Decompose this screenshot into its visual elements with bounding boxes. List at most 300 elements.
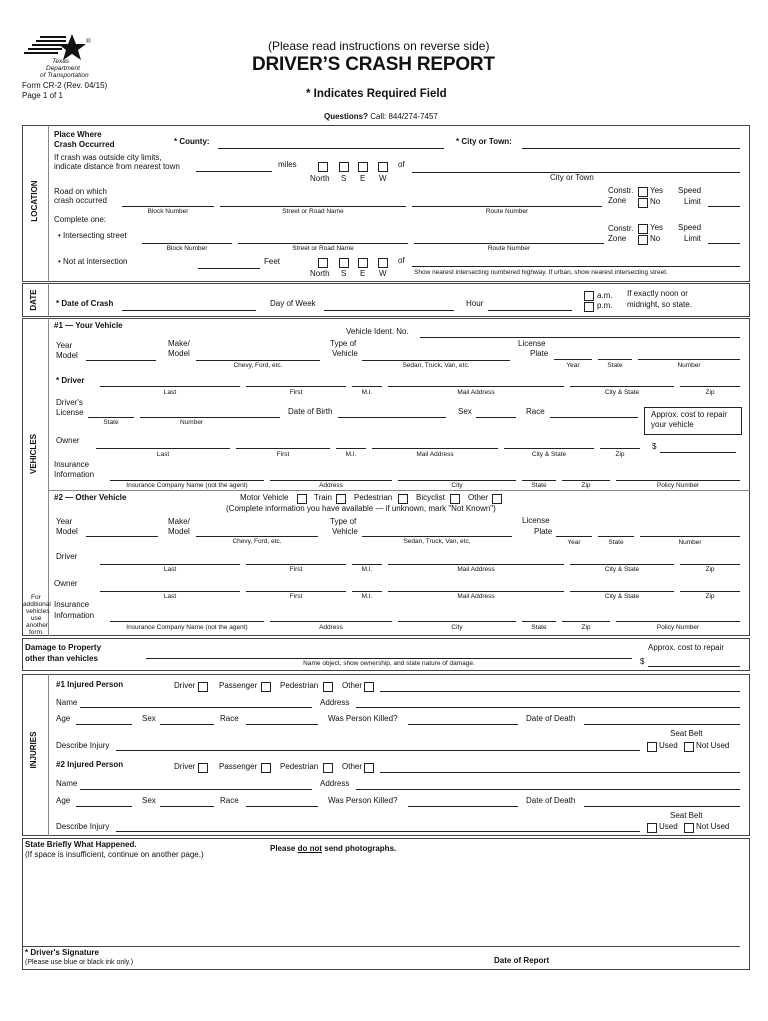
pedestrian-checkbox[interactable] — [398, 494, 408, 504]
county-label: * County: — [174, 137, 210, 146]
hour-input[interactable] — [488, 310, 572, 311]
v2-owner-mi-caption: M.I. — [361, 593, 373, 600]
inj2-name-label: Name — [56, 779, 78, 788]
inj2-describe-input[interactable] — [116, 831, 640, 832]
narrative-sub: (If space is insufficient, continue on another page.) — [25, 850, 204, 859]
road-block-input[interactable] — [122, 206, 214, 207]
feet-west-checkbox[interactable] — [378, 258, 388, 268]
v1-ins-city-caption: City — [451, 482, 463, 489]
outside-limits-1: If crash was outside city limits, — [54, 153, 162, 162]
v1-owner-mail-caption: Mail Address — [416, 451, 454, 458]
instruction-note: (Please read instructions on reverse side) — [268, 39, 490, 53]
v1-make-label: Make/ — [168, 339, 190, 348]
v2-year-input[interactable] — [86, 536, 158, 537]
hour-label: Hour — [466, 299, 484, 308]
required-note: * Indicates Required Field — [306, 88, 447, 100]
int-route-input[interactable] — [414, 243, 604, 244]
v2-driver-mi-input[interactable] — [352, 564, 382, 565]
v2-ins-address-caption: Address — [319, 624, 343, 631]
int-block-caption: Block Number — [166, 245, 208, 252]
v1-driver-first-caption: First — [289, 389, 303, 396]
v1-race-label: Race — [526, 407, 545, 416]
v2-owner-citystate-input[interactable] — [570, 591, 674, 592]
injuries-side-label: INJURIES — [29, 731, 38, 769]
v1-vehicle-label: Vehicle — [332, 349, 358, 358]
inj2-not-used-label: Not Used — [696, 822, 730, 831]
v2-type-caption: Sedan, Truck, Van, etc. — [403, 538, 471, 545]
v2-ins-policy-caption: Policy Number — [656, 624, 700, 631]
location-divider — [48, 125, 49, 282]
additional-note-3: vehicles — [26, 608, 50, 615]
injuries-divider — [48, 674, 49, 836]
other-vehicle-label: Other — [468, 493, 489, 502]
v1-plate-number-caption: Number — [677, 362, 701, 369]
inj2-age-input[interactable] — [76, 806, 132, 807]
int-constr-label: Constr. — [608, 224, 634, 233]
v1-sex-label: Sex — [458, 407, 472, 416]
v1-plate-state-input[interactable] — [598, 359, 632, 360]
injured2-heading: #2 Injured Person — [56, 760, 124, 769]
road-label-1: Road on which — [54, 187, 107, 196]
v1-driver-last-input[interactable] — [100, 386, 240, 387]
page-count: Page 1 of 1 — [22, 91, 63, 100]
v2-vehicle-label: Vehicle — [332, 527, 358, 536]
v2-ins-company-input[interactable] — [110, 621, 264, 622]
v2-driver-mi-caption: M.I. — [361, 566, 373, 573]
v1-driver-citystate-caption: City & State — [604, 389, 640, 396]
v2-plate-year-input[interactable] — [556, 536, 592, 537]
inj1-address-input[interactable] — [356, 707, 740, 708]
road-route-caption: Route Number — [485, 208, 529, 215]
bicyclist-label: Bicyclist — [416, 493, 445, 502]
inj1-other-input[interactable] — [380, 691, 740, 692]
v2-owner-citystate-caption: City & State — [604, 593, 640, 600]
inj1-death-input[interactable] — [584, 724, 740, 725]
inj1-pedestrian-checkbox[interactable] — [323, 682, 333, 692]
photos-pre: Please — [270, 844, 298, 853]
road-speed-input[interactable] — [708, 206, 740, 207]
date-side-label: DATE — [29, 289, 38, 311]
v2-license-label: License — [522, 516, 550, 525]
v1-owner-first-caption: First — [276, 451, 290, 458]
city-town-label: * City or Town: — [456, 137, 512, 146]
v1-owner-mi-caption: M.I. — [345, 451, 357, 458]
v1-driver-zip-caption: Zip — [705, 389, 715, 396]
v2-ins-state-caption: State — [531, 624, 547, 631]
v1-owner-last-input[interactable] — [96, 448, 230, 449]
inj1-age-input[interactable] — [76, 724, 132, 725]
complete-one-label: Complete one: — [54, 215, 107, 224]
vehicle2-heading: #2 — Other Vehicle — [54, 493, 127, 502]
county-input[interactable] — [218, 148, 444, 149]
photos-post: send photographs. — [322, 844, 397, 853]
damage-label-2: other than vehicles — [25, 654, 98, 663]
feet-north-label: North — [310, 269, 330, 278]
inj1-sex-label: Sex — [142, 714, 156, 723]
inj1-race-input[interactable] — [246, 724, 318, 725]
v1-owner-citystate-input[interactable] — [504, 448, 594, 449]
damage-description-input[interactable] — [146, 658, 632, 659]
feet-of-label: of — [398, 256, 405, 265]
outside-limits-2: indicate distance from nearest town — [54, 162, 180, 171]
repair-cost-label-1: Approx. cost to repair — [651, 410, 728, 419]
v2-make-caption: Chevy, Ford, etc. — [232, 538, 282, 545]
v1-dob-label: Date of Birth — [288, 407, 333, 416]
north-checkbox[interactable] — [318, 162, 328, 172]
signature-label: * Driver's Signature — [25, 948, 99, 957]
v2-owner-mi-input[interactable] — [352, 591, 382, 592]
agency-line-1: Texas — [52, 58, 70, 65]
v1-ins-city-input[interactable] — [398, 480, 516, 481]
v1-ins-company-input[interactable] — [110, 480, 264, 481]
road-label-2: crash occurred — [54, 196, 107, 205]
signature-sub: (Please use blue or black ink only.) — [25, 959, 134, 966]
v1-make-model-label: Model — [168, 349, 190, 358]
v1-driver-label: * Driver — [56, 376, 85, 385]
constr-label: Constr. — [608, 186, 634, 195]
road-constr-yes-checkbox[interactable] — [638, 187, 648, 197]
road-speed-label: Speed — [678, 186, 702, 195]
agency-line-3: of Transportation — [40, 72, 89, 79]
additional-note-2: additional — [23, 601, 51, 608]
am-label: a.m. — [597, 291, 613, 300]
page-title: DRIVER’S CRASH REPORT — [252, 54, 495, 75]
highway-note: Show nearest intersecting numbered highway. If urban, show nearest intersecting street. — [414, 269, 668, 276]
inj2-other-input[interactable] — [380, 772, 740, 773]
v2-owner-mail-input[interactable] — [388, 591, 564, 592]
v1-dl-state-input[interactable] — [88, 417, 134, 418]
v2-driver-citystate-input[interactable] — [570, 564, 674, 565]
v2-insurance-label: Insurance — [54, 600, 90, 609]
inj1-sex-input[interactable] — [160, 724, 214, 725]
inj2-not-used-checkbox[interactable] — [684, 823, 694, 833]
v1-year-label: Year — [56, 341, 73, 350]
inj1-name-input[interactable] — [80, 707, 312, 708]
v1-ins-address-input[interactable] — [270, 480, 392, 481]
questions-label: Questions? — [324, 112, 369, 121]
inj1-race-label: Race — [220, 714, 239, 723]
photos-no: do not — [297, 844, 323, 853]
v1-ins-policy-input[interactable] — [616, 480, 740, 481]
feet-north-checkbox[interactable] — [318, 258, 328, 268]
of-label: of — [398, 160, 405, 169]
v2-driver-first-input[interactable] — [246, 564, 346, 565]
feet-east-label: E — [360, 269, 366, 278]
v2-plate-state-input[interactable] — [598, 536, 634, 537]
injured1-heading: #1 Injured Person — [56, 680, 124, 689]
repair-cost-label-2: your vehicle — [651, 420, 694, 429]
inj1-name-label: Name — [56, 698, 78, 707]
signature-divider — [22, 946, 740, 947]
v2-owner-first-caption: First — [289, 593, 303, 600]
inj2-name-input[interactable] — [80, 789, 312, 790]
v1-owner-mail-input[interactable] — [372, 448, 498, 449]
distance-input[interactable] — [196, 171, 272, 172]
v2-ins-zip-caption: Zip — [581, 624, 591, 631]
city-town-input[interactable] — [522, 148, 740, 149]
inj2-killed-input[interactable] — [408, 806, 518, 807]
v2-make-input[interactable] — [196, 536, 318, 537]
crash-occurred-label: Crash Occurred — [54, 140, 115, 149]
v2-owner-last-input[interactable] — [100, 591, 240, 592]
road-block-caption: Block Number — [147, 208, 189, 215]
pm-checkbox[interactable] — [584, 302, 594, 312]
am-checkbox[interactable] — [584, 291, 594, 301]
v1-sex-input[interactable] — [476, 417, 516, 418]
inj1-other-label: Other — [342, 681, 363, 690]
north-label: North — [310, 174, 330, 183]
feet-label: Feet — [264, 257, 281, 266]
inj2-pedestrian-checkbox[interactable] — [323, 763, 333, 773]
date-divider — [48, 283, 49, 317]
v1-ins-address-caption: Address — [319, 482, 343, 489]
int-street-input[interactable] — [238, 243, 408, 244]
v1-vin-input[interactable] — [420, 337, 740, 338]
complete-info-note: (Complete information you have available — if unknown, mark "Not Known") — [226, 504, 496, 513]
west-label: W — [379, 174, 387, 183]
damage-cost-input[interactable] — [648, 666, 740, 667]
road-route-input[interactable] — [412, 206, 602, 207]
v2-ins-zip-input[interactable] — [562, 621, 610, 622]
v2-year-label: Year — [56, 517, 73, 526]
int-street-caption: Street or Road Name — [292, 245, 354, 252]
road-constr-no-label: No — [650, 197, 661, 206]
narrative-text-area[interactable] — [24, 862, 748, 944]
repair-cost-input[interactable] — [660, 452, 736, 453]
registered-mark: ® — [86, 38, 91, 45]
v1-driver-mi-caption: M.I. — [361, 389, 373, 396]
v2-model-label: Model — [56, 527, 78, 536]
road-street-input[interactable] — [220, 206, 406, 207]
feet-west-label: W — [379, 269, 387, 278]
agency-line-2: Department — [46, 65, 80, 72]
v2-plate-state-caption: State — [608, 539, 624, 546]
inj2-describe-label: Describe Injury — [56, 822, 110, 831]
inj2-death-label: Date of Death — [526, 796, 576, 805]
injuries-section — [22, 674, 750, 836]
v1-dl-state-caption: State — [103, 419, 119, 426]
v1-type-caption: Sedan, Truck, Van, etc. — [402, 362, 470, 369]
v2-information-label: Information — [54, 611, 95, 620]
pm-label: p.m. — [597, 301, 613, 310]
inj2-address-label: Address — [320, 779, 350, 788]
inj1-passenger-checkbox[interactable] — [261, 682, 271, 692]
motor-vehicle-checkbox[interactable] — [297, 494, 307, 504]
inj2-used-checkbox[interactable] — [647, 823, 657, 833]
v2-ins-policy-input[interactable] — [616, 621, 740, 622]
v1-ins-company-caption: Insurance Company Name (not the agent) — [126, 482, 248, 489]
int-speed-input[interactable] — [708, 243, 740, 244]
v1-owner-zip-input[interactable] — [600, 448, 640, 449]
v1-dl-number-input[interactable] — [140, 417, 280, 418]
inj1-killed-label: Was Person Killed? — [328, 714, 398, 723]
inj2-death-input[interactable] — [584, 806, 740, 807]
v1-ins-zip-input[interactable] — [562, 480, 610, 481]
train-label: Train — [314, 493, 332, 502]
v1-driver-zip-input[interactable] — [680, 386, 740, 387]
west-checkbox[interactable] — [378, 162, 388, 172]
day-of-week-label: Day of Week — [270, 299, 316, 308]
v1-driver-mi-input[interactable] — [352, 386, 382, 387]
int-constr-no-checkbox[interactable] — [638, 235, 648, 245]
v1-owner-mi-input[interactable] — [336, 448, 366, 449]
noon-note-2: midnight, so state. — [627, 300, 692, 309]
v1-make-input[interactable] — [196, 360, 320, 361]
nearest-highway-input[interactable] — [412, 266, 740, 267]
inj1-age-label: Age — [56, 714, 71, 723]
int-route-caption: Route Number — [487, 245, 531, 252]
v2-plate-label: Plate — [534, 527, 553, 536]
inj2-driver-checkbox[interactable] — [198, 763, 208, 773]
additional-note-1: For — [31, 594, 41, 601]
v1-driver-mail-input[interactable] — [388, 386, 564, 387]
road-constr-no-checkbox[interactable] — [638, 198, 648, 208]
location-side-label: LOCATION — [30, 180, 39, 222]
feet-east-checkbox[interactable] — [358, 258, 368, 268]
inj2-passenger-checkbox[interactable] — [261, 763, 271, 773]
photos-note — [270, 845, 396, 854]
inj1-other-checkbox[interactable] — [364, 682, 374, 692]
v2-type-input[interactable] — [362, 536, 512, 537]
int-limit-label: Limit — [684, 234, 701, 243]
other-vehicle-checkbox[interactable] — [492, 494, 502, 504]
inj1-killed-input[interactable] — [408, 724, 518, 725]
additional-note-5: another — [26, 622, 49, 629]
v2-make-label: Make/ — [168, 517, 190, 526]
damage-approx-label: Approx. cost to repair — [648, 643, 725, 652]
additional-note-6: form. — [29, 629, 44, 636]
inj2-age-label: Age — [56, 796, 71, 805]
narrative-label: State Briefly What Happened. — [25, 840, 137, 849]
v2-plate-number-input[interactable] — [640, 536, 740, 537]
v1-driver-citystate-input[interactable] — [570, 386, 674, 387]
v2-ins-city-input[interactable] — [398, 621, 516, 622]
v1-driver-last-caption: Last — [163, 389, 177, 396]
noon-note-1: If exactly noon or — [627, 289, 688, 298]
v1-owner-citystate-caption: City & State — [531, 451, 567, 458]
v1-plate-year-caption: Year — [566, 362, 580, 369]
inj1-used-checkbox[interactable] — [647, 742, 657, 752]
v1-vin-label: Vehicle Ident. No. — [346, 327, 409, 336]
v1-type-label: Type of — [330, 339, 357, 348]
v1-plate-number-input[interactable] — [638, 359, 740, 360]
day-of-week-input[interactable] — [324, 310, 454, 311]
inj2-seatbelt-label: Seat Belt — [670, 811, 703, 820]
inj1-driver-label: Driver — [174, 681, 196, 690]
v1-make-caption: Chevy, Ford, etc. — [233, 362, 283, 369]
road-street-caption: Street or Road Name — [282, 208, 344, 215]
v2-driver-zip-input[interactable] — [680, 564, 740, 565]
v2-ins-city-caption: City — [451, 624, 463, 631]
inj2-passenger-label: Passenger — [219, 762, 258, 771]
east-checkbox[interactable] — [358, 162, 368, 172]
v2-owner-zip-caption: Zip — [705, 593, 715, 600]
damage-note: Name object, show ownership, and state nature of damage. — [303, 660, 475, 667]
bicyclist-checkbox[interactable] — [450, 494, 460, 504]
inj2-driver-label: Driver — [174, 762, 196, 771]
v1-plate-state-caption: State — [607, 362, 623, 369]
int-constr-yes-checkbox[interactable] — [638, 224, 648, 234]
inj2-used-label: Used — [659, 822, 678, 831]
v1-driver-first-input[interactable] — [246, 386, 346, 387]
v2-owner-last-caption: Last — [163, 593, 177, 600]
east-label: E — [360, 174, 366, 183]
v1-owner-first-input[interactable] — [236, 448, 330, 449]
inj2-sex-input[interactable] — [160, 806, 214, 807]
v1-driver-mail-caption: Mail Address — [457, 389, 495, 396]
v2-driver-last-input[interactable] — [100, 564, 240, 565]
int-zone-label: Zone — [608, 234, 627, 243]
feet-south-checkbox[interactable] — [339, 258, 349, 268]
v2-driver-mail-caption: Mail Address — [457, 566, 495, 573]
intersecting-label: • Intersecting street — [58, 231, 127, 240]
v2-driver-first-caption: First — [289, 566, 303, 573]
inj2-pedestrian-label: Pedestrian — [280, 762, 319, 771]
int-block-input[interactable] — [142, 243, 232, 244]
inj1-describe-input[interactable] — [116, 750, 640, 751]
signature-input[interactable] — [150, 948, 480, 966]
date-of-crash-input[interactable] — [122, 310, 256, 311]
v1-year-input[interactable] — [86, 360, 156, 361]
inj1-pedestrian-label: Pedestrian — [280, 681, 319, 690]
date-of-report-input[interactable] — [560, 948, 740, 966]
inj1-not-used-checkbox[interactable] — [684, 742, 694, 752]
v2-plate-number-caption: Number — [678, 539, 702, 546]
v1-race-input[interactable] — [550, 417, 638, 418]
inj1-driver-checkbox[interactable] — [198, 682, 208, 692]
v2-driver-mail-input[interactable] — [388, 564, 564, 565]
vehicles-side-label: VEHICLES — [29, 434, 38, 475]
road-constr-yes-label: Yes — [650, 186, 664, 195]
inj2-race-input[interactable] — [246, 806, 318, 807]
feet-south-label: S — [341, 269, 347, 278]
v1-ins-state-input[interactable] — [522, 480, 556, 481]
v1-insurance-label: Insurance — [54, 460, 90, 469]
inj1-death-label: Date of Death — [526, 714, 576, 723]
south-checkbox[interactable] — [339, 162, 349, 172]
v1-plate-year-input[interactable] — [554, 359, 592, 360]
v2-owner-mail-caption: Mail Address — [457, 593, 495, 600]
questions-line — [324, 113, 438, 122]
v2-make-model-label: Model — [168, 527, 190, 536]
v2-type-label: Type of — [330, 517, 357, 526]
v1-drivers-label: Driver's — [56, 398, 83, 407]
inj2-race-label: Race — [220, 796, 239, 805]
int-constr-no-label: No — [650, 234, 661, 243]
v2-owner-label: Owner — [54, 579, 78, 588]
inj2-other-label: Other — [342, 762, 363, 771]
damage-dollar-sign: $ — [640, 657, 645, 666]
v1-license-label: License — [518, 339, 546, 348]
int-speed-label: Speed — [678, 223, 702, 232]
date-of-report-label: Date of Report — [494, 956, 550, 965]
v1-dob-input[interactable] — [338, 417, 446, 418]
v2-owner-zip-input[interactable] — [680, 591, 740, 592]
v1-model-label: Model — [56, 351, 78, 360]
place-where-label: Place Where — [54, 130, 102, 139]
questions-phone: Call: 844/274-7457 — [370, 112, 438, 121]
damage-label-1: Damage to Property — [25, 643, 102, 652]
v2-owner-first-input[interactable] — [246, 591, 346, 592]
v1-type-input[interactable] — [362, 360, 510, 361]
feet-input[interactable] — [198, 268, 260, 269]
v2-ins-state-input[interactable] — [522, 621, 556, 622]
train-checkbox[interactable] — [336, 494, 346, 504]
inj2-address-input[interactable] — [356, 789, 740, 790]
v2-ins-address-input[interactable] — [270, 621, 392, 622]
inj2-other-checkbox[interactable] — [364, 763, 374, 773]
form-number: Form CR-2 (Rev. 04/15) — [22, 81, 108, 90]
